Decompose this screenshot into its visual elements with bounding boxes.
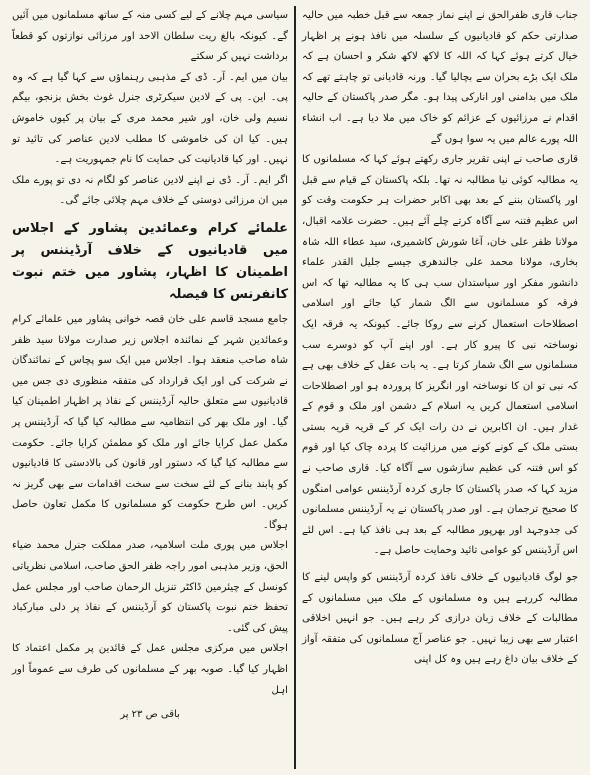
column-divider xyxy=(294,6,296,769)
columns xyxy=(8,6,582,769)
news-headline: علمائے کرام وعمائدین پشاور کے اجلاس میں قادیانیوں کے خلاف آرڈیننس پر اطمینان کا اظہار، پشاور میں ختم نبوت کانفرنس کا فیصلہ xyxy=(12,220,289,302)
left-body-paragraph-3: اجلاس میں مرکزی مجلس عمل کے قائدین پر مکمل اعتماد کا اظہار کیا گیا۔ صوبہ بھر کے مسلمانوں کی طرف سے عموماً اور اہل xyxy=(12,643,289,696)
left-body-paragraph-2: اجلاس میں پوری ملت اسلامیہ، صدر مملکت جنرل محمد ضیاء الحق، وزیر مذہبی امور راجہ ظفر الحق صاحب، اسلامی نظریاتی کونسل کے چیئرمین ڈاکٹر تنزیل الرحمان صاحب اور مجلس عمل تحفظ ختم نبوت پاکستان کو آرڈیننس کے نفاذ پر دلی مبارکباد پیش کی گئی۔ xyxy=(12,540,289,634)
right-paragraph-1: جناب قاری ظفرالحق نے اپنے نماز جمعہ سے قبل خطبہ میں حالیہ صدارتی حکم کو قادیانیوں کے سلسلہ میں نافذ ہونے پر اظہار خیال کرتے ہوئے کہا کہ اللہ کا لاکھ لاکھ شکر و احسان ہے کہ ملک ایک بڑے بحران سے بچالیا گیا۔ ورنہ قادیانی تو چاہتے تھے کہ ملک میں بدامنی اور انارکی پیدا ہو۔ مگر صدر پاکستان کے حالیہ اقدام نے مرزائیوں کے عزائم کو خاک میں ملا دیا ہے۔ اب انشاء اللہ پورے عالم میں یہ سوا ہوں گے xyxy=(302,10,578,145)
left-body-paragraph-1: جامع مسجد قاسم علی خان قصہ خوانی پشاور میں علمائے کرام وعمائدین شہر کے نمائندہ اجلاس زیر صدارت مولانا سید ظفر شاہ صاحب منعقد ہوا۔ اجلاس میں ایک سو پچاس کے نمائندگان نے شرکت کی اور ایک قرارداد کی متفقہ منظوری دی جس میں قادیانیوں سے متعلق حالیہ آرڈیننس کے نفاذ پر اظہار اطمینان کیا گیا۔ اور ملک بھر کی انتظامیہ سے مطالبہ کیا گیا کہ آرڈیننس پر مکمل عمل کرایا جائے اور ملک کو مطمئن کرایا جائے۔ حکومت سے مطالبہ کیا گیا کہ دستور اور قانون کی بالادستی کا قادیانیوں کو پابند بنانے کے لئے سخت سے سخت اقدامات سے بھی گریز نہ کریں۔ اس طرح حکومت کو مسلمانوں کا مکمل تعاون حاصل ہوگا۔ xyxy=(12,313,289,531)
right-paragraph-2: قاری صاحب نے اپنی تقریر جاری رکھتے ہوئے کہا کہ مسلمانوں کا یہ مطالبہ کوئی نیا مطالبہ نہ تھا۔ بلکہ پاکستان کے قیام سے قبل اور پاکستان بننے کے بعد بھی اکابر حضرات ہر حکومت وقت کو اس عظیم فتنہ سے آگاہ کرتے چلے آئے ہیں۔ حضرت علامہ اقبال، مولانا ظفر علی خان، آغا شورش کاشمیری، سید عطاء اللہ شاہ بخاری، مولانا محمد علی جالندھری جیسے جلیل القدر علماء دانشور مفکر اور سیاستدان سب ہی کا یہ مطالبہ تھا کہ اس فرقہ کو مسلمانوں سے الگ شمار کیا جائے اور اسلامی اصطلاحات استعمال کرنے سے روکا جائے۔ کیونکہ یہ فرقہ ایک نوساختہ نبی کا پیرو کار ہے۔ اور اپنے آپ کو دوسرے سب مسلمانوں سے الگ شمار کرتا ہے۔ یہ بات عقل کے خلاف بھی ہے کہ نبی تو ان کا نوساختہ اور انگریز کا پروردہ ہو اور اصطلاحات اسلامی استعمال کریں یہ اسلام کے دشمن اور ملک و قوم کے غدار ہیں۔ ان اکابرین نے دن رات ایک کر کے قریہ قریہ بستی بستی ملک کے کونے کونے میں مرزائیت کا پردہ چاک کیا اور قوم کو اس فتنہ کی عظیم سازشوں سے آگاہ کیا۔ قاری صاحب نے مزید کہا کہ صدر پاکستان کا جاری کردہ آرڈیننس عوامی امنگوں کا صحیح ترجمان ہے۔ اور صدر پاکستان نے یہ آرڈیننس مسلمانوں کی جدوجہد اور بھرپور مطالبہ کے بعد ہی نافذ کیا ہے۔ اس لئے اس آرڈیننس کو عوامی تائید وحمایت حاصل ہے۔ xyxy=(302,154,578,557)
continued-on-page-note: باقی ص ۲۳ پر xyxy=(120,709,180,721)
left-top-paragraph-3: اگر ایم۔ آر۔ ڈی نے اپنے لادین عناصر کو لگام نہ دی تو پورے ملک میں ان مرزائی دوستی کے خلاف مہم چلائی جائے گی۔ xyxy=(12,174,289,207)
right-column xyxy=(298,6,582,769)
left-top-paragraph-1: سیاسی مہم چلانے کے لیے کسی منہ کے ساتھ مسلمانوں میں آئیں گے۔ کیونکہ بالغ ریت سلطان الاحد اور مرزائی نوازتوں کو قطعاً برداشت نہیں کر سکتے xyxy=(12,10,289,63)
right-paragraph-3: جو لوگ قادیانیوں کے خلاف نافذ کردہ آرڈیننس کو واپس لینے کا مطالبہ کررہے ہیں وہ مسلمانوں کے ملک میں مسلمانوں کے مطالبات کے خلاف زبان درازی کر رہے ہیں۔ جو انہیں اخلاقی اعتبار سے بھی زیبا نہیں۔ جو عناصر آج مسلمانوں کی متفقہ آواز کے خلاف بیان داغ رہے ہیں وہ کل اپنی xyxy=(302,572,578,666)
left-top-paragraph-2: بیان میں ایم۔ آر۔ ڈی کے مذہبی رہنماؤں سے کہا گیا ہے کہ وہ پی۔ این۔ پی کے لادین سیکرٹری جنرل غوث بخش بزنجو، بیگم نسیم ولی خان، اور شیر محمد مری کے بیان پر کیوں خاموش ہیں۔ کیا ان کی خاموشی کا مطلب لادین عناصر کی تائید تو نہیں۔ اور کیا قادیانیت کی حمایت کا نام جمہوریت ہے۔ xyxy=(12,71,289,166)
left-column xyxy=(8,6,292,769)
